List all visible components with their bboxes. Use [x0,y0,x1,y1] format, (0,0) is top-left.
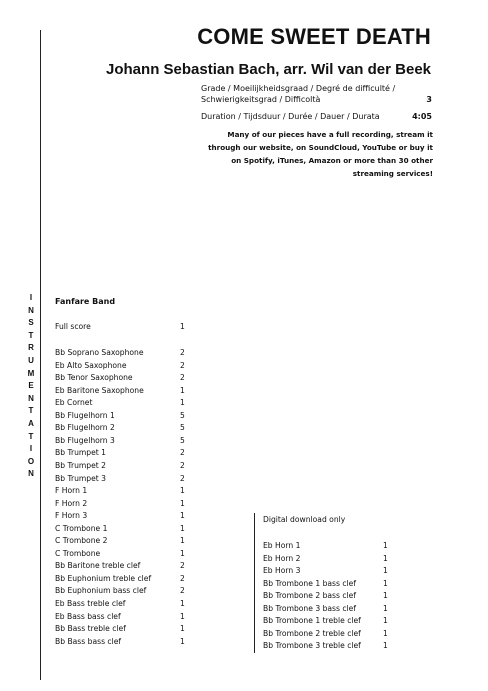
part-row [263,578,388,591]
part-row [55,585,185,598]
part-name: Eb Horn 3 [263,566,301,576]
part-name: Bb Flugelhorn 2 [55,423,115,433]
part-name: Bb Baritone treble clef [55,561,141,571]
part-row [263,565,388,578]
part-name: Bb Bass treble clef [55,624,126,634]
part-name: C Trombone [55,548,101,558]
part-name: Bb Euphonium bass clef [55,586,147,596]
side-label-letter: T [28,431,34,441]
part-row [55,422,185,435]
side-label-letter: I [29,293,33,302]
part-name: Eb Bass bass clef [55,611,121,621]
composer-credit: Johann Sebastian Bach, arr. Wil van der Beek [106,61,431,78]
side-label-letter: O [27,456,35,466]
part-name: Full score [55,322,91,331]
part-name: Bb Trumpet 1 [55,448,107,458]
part-row [263,615,388,628]
part-name: Eb Horn 1 [263,541,301,550]
part-name: Eb Horn 2 [263,553,301,563]
part-name: Eb Alto Saxophone [55,360,127,370]
part-quantity: 2 [180,373,185,383]
part-row [55,360,185,373]
part-row [263,640,388,653]
instrumentation-side-label [24,292,38,481]
vertical-rule [40,30,41,680]
piece-title: COME SWEET DEATH [197,24,431,49]
part-name: Bb Trumpet 3 [55,473,107,483]
duration-info [201,111,432,122]
part-quantity: 1 [383,566,388,576]
part-row [55,573,185,586]
part-row [55,397,185,410]
part-row [55,385,185,398]
part-row [55,560,185,573]
part-quantity: 1 [180,511,185,521]
part-quantity: 1 [180,398,185,408]
part-row [55,435,185,448]
part-row [55,623,185,636]
part-name: Bb Soprano Saxophone [55,348,144,357]
part-quantity: 1 [383,616,388,626]
part-name: C Trombone 1 [55,523,108,533]
side-label-letter: S [28,318,34,328]
part-row [263,628,388,641]
part-quantity: 1 [383,641,388,651]
part-row [55,447,185,460]
part-quantity: 1 [180,486,185,496]
grade-value: 3 [426,95,432,104]
part-name: Bb Euphonium treble clef [55,573,152,583]
part-quantity: 1 [383,591,388,601]
part-row [55,548,185,561]
part-name: C Trombone 2 [55,536,108,546]
section-heading: Fanfare Band [55,297,116,306]
part-row [55,498,185,511]
part-row [263,603,388,616]
part-quantity: 2 [180,561,185,571]
side-label-letter: I [29,444,33,454]
part-row [263,590,388,603]
duration-value: 4:05 [412,112,432,121]
side-label-letter: N [28,469,34,479]
side-label-letter: N [28,393,34,403]
part-row [263,553,388,566]
part-quantity: 1 [180,599,185,608]
part-name: F Horn 2 [55,498,88,508]
side-label-letter: T [28,406,34,416]
part-quantity: 1 [180,385,185,395]
part-quantity: 5 [180,435,185,445]
part-quantity: 1 [180,624,185,634]
part-quantity: 2 [180,448,185,458]
part-name: Eb Cornet [55,398,93,408]
side-label-letter: U [28,355,34,365]
digital-divider [254,513,255,653]
part-row [55,636,185,649]
side-label-letter: M [27,368,35,378]
part-row [263,540,388,553]
side-label-letter: T [28,330,34,340]
part-quantity: 2 [180,360,185,370]
part-name: Bb Trombone 2 bass clef [263,591,357,601]
part-name: Bb Flugelhorn 1 [55,410,115,420]
part-quantity: 1 [383,578,388,588]
part-name: Bb Trombone 1 bass clef [263,578,357,588]
part-quantity: 2 [180,473,185,483]
digital-download-note: Digital download only [263,515,346,524]
grade-info [201,83,432,105]
full-score-row [55,321,185,334]
part-name: Bb Flugelhorn 3 [55,435,115,445]
part-name: Bb Bass bass clef [55,636,122,646]
part-quantity: 2 [180,460,185,470]
side-label-letter: R [28,343,34,353]
grade-label: Grade / Moeilijkheidsgraad / Degré de difficulté / Schwierigkeitsgrad / Difficoltà [201,84,396,104]
part-row [55,535,185,548]
part-row [55,485,185,498]
duration-label: Duration / Tijdsduur / Durée / Dauer / Durata [201,112,380,121]
part-quantity: 2 [180,573,185,583]
part-quantity: 1 [180,548,185,558]
part-name: Eb Baritone Saxophone [55,385,144,395]
part-row [55,410,185,423]
part-name: Eb Bass treble clef [55,599,126,608]
part-row [55,347,185,360]
part-row [55,473,185,486]
part-name: Bb Trombone 1 treble clef [263,616,361,626]
part-row [55,372,185,385]
part-row [55,598,185,611]
part-quantity: 1 [180,523,185,533]
part-quantity: 1 [180,636,185,646]
side-label-letter: E [28,381,34,391]
part-name: Bb Tenor Saxophone [55,373,133,383]
part-row [55,510,185,523]
part-name: Bb Trumpet 2 [55,460,107,470]
part-quantity: 1 [383,541,388,550]
part-row [55,523,185,536]
part-quantity: 2 [180,348,185,357]
part-quantity: 1 [180,536,185,546]
part-name: F Horn 3 [55,511,88,521]
part-quantity: 1 [383,603,388,613]
part-quantity: 5 [180,410,185,420]
part-quantity: 1 [180,498,185,508]
side-label-letter: N [28,305,34,315]
part-quantity: 5 [180,423,185,433]
part-name: Bb Trombone 3 bass clef [263,603,357,613]
part-quantity: 2 [180,586,185,596]
part-row [55,460,185,473]
part-quantity: 1 [180,611,185,621]
part-quantity: 1 [180,322,185,331]
part-name: Bb Trombone 3 treble clef [263,641,361,651]
side-label-letter: A [28,418,34,428]
part-name: Bb Trombone 2 treble clef [263,628,361,638]
part-quantity: 1 [383,553,388,563]
part-name: F Horn 1 [55,486,88,496]
part-quantity: 1 [383,628,388,638]
part-row [55,611,185,624]
streaming-promo-text: Many of our pieces have a full recording, stream it through our website, on SoundCloud, YouTube or buy it on Spotify, iTunes, Amazon or more than 30 other streaming services! [208,130,433,178]
